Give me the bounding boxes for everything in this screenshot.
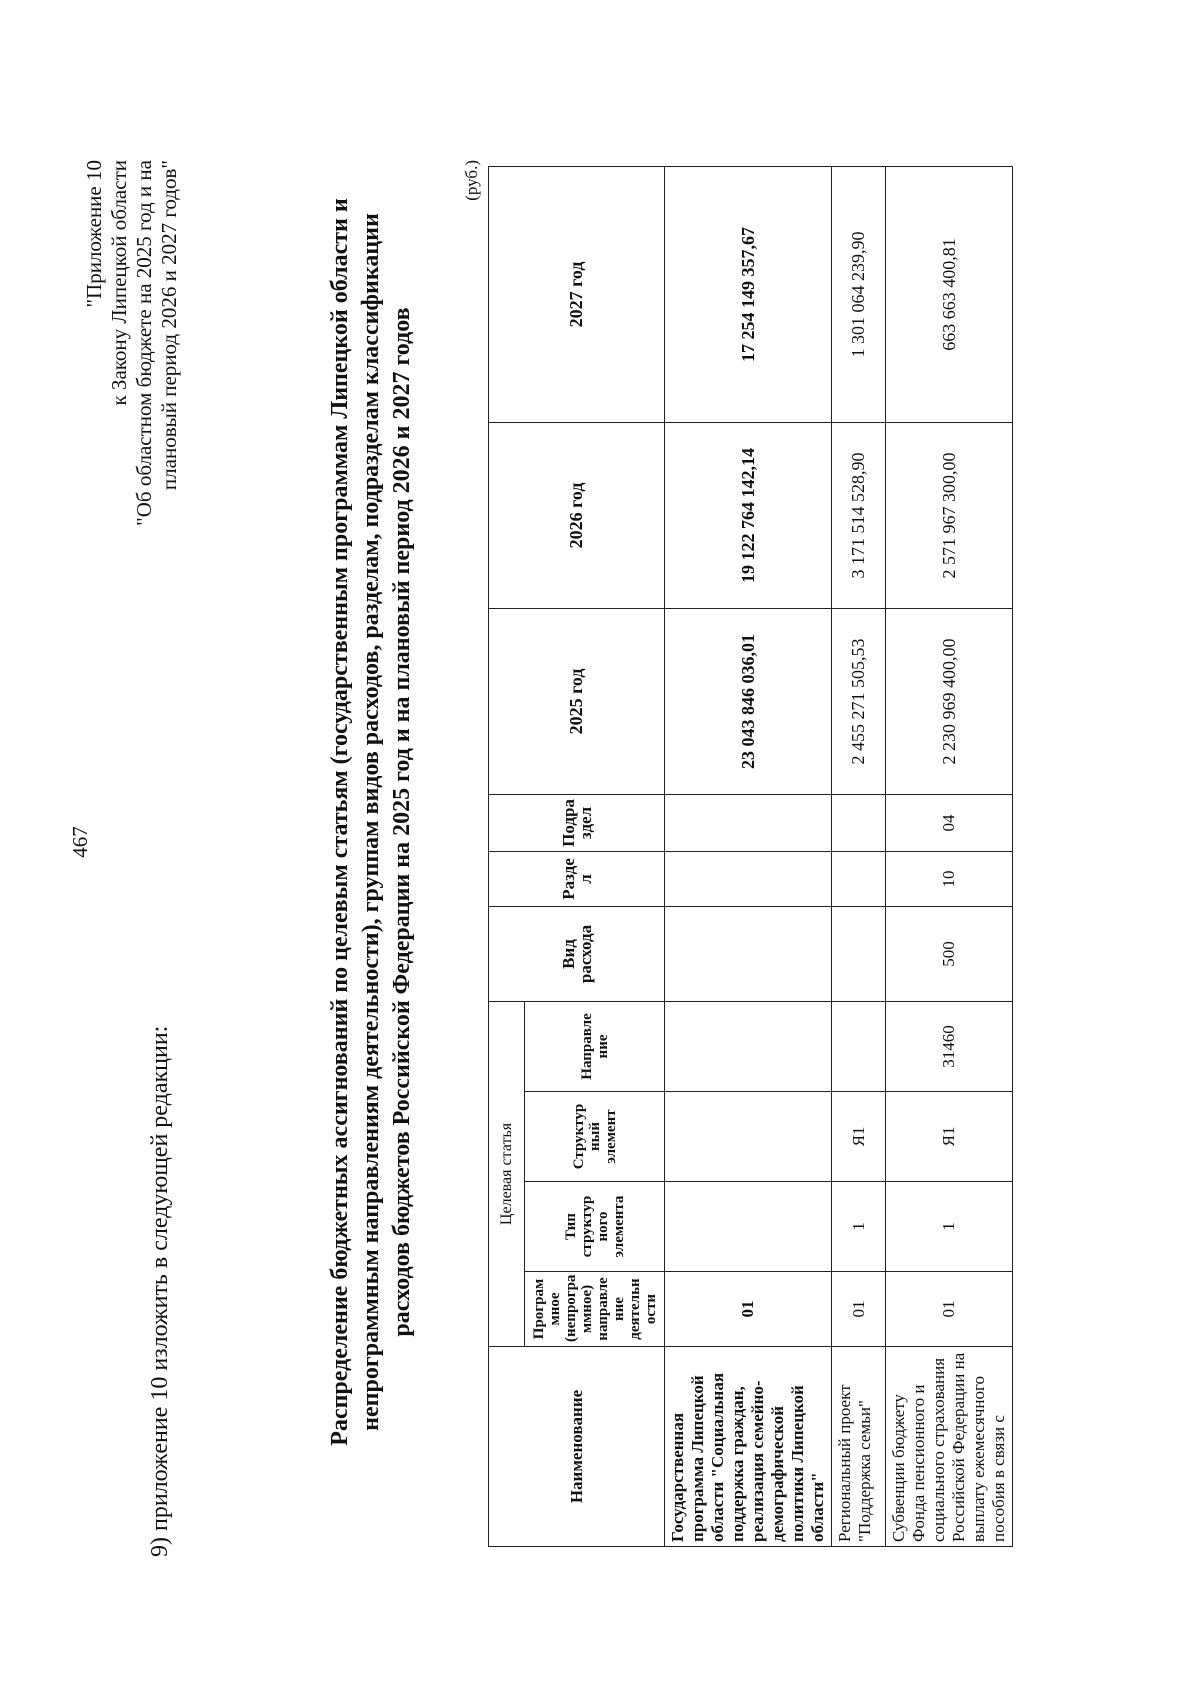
appendix-reference (82, 160, 182, 526)
currency-unit: (руб.) (462, 160, 481, 201)
table-header-row (489, 166, 525, 1546)
intro-text: 9) приложение 10 изложить в следующей редакции: (147, 1025, 173, 1557)
row-direction (665, 1001, 832, 1091)
row-2026: 19 122 764 142,14 (665, 422, 832, 608)
row-program: 01 (886, 1272, 1013, 1347)
table-row (886, 166, 1013, 1546)
row-subsection (832, 794, 886, 851)
row-program: 01 (665, 1272, 832, 1347)
row-2027: 663 663 400,81 (886, 166, 1013, 422)
row-expense-type: 500 (886, 906, 1013, 1001)
appendix-line: к Закону Липецкой области (107, 160, 131, 406)
title-line: расходов бюджетов Российской Федерации на 2025 год и на плановый период 2026 и 2027 годов (389, 307, 415, 1337)
row-expense-type (665, 906, 832, 1001)
row-section (832, 851, 886, 906)
row-name: Субвенции бюджету Фонда пенсионного и социального страхования Российской Федерации на выплату ежемесячного пособия в связи с (886, 1347, 1013, 1547)
row-expense-type (832, 906, 886, 1001)
row-2026: 2 571 967 300,00 (886, 422, 1013, 608)
header-target-article: Целевая статья (489, 1001, 525, 1346)
row-section (665, 851, 832, 906)
table-row (832, 166, 886, 1546)
header-name: Наименование (489, 1347, 665, 1547)
row-2025: 2 230 969 400,00 (886, 608, 1013, 794)
row-section: 10 (886, 851, 1013, 906)
title-line: Распределение бюджетных ассигнований по целевым статьям (государственным программам Липецкой области и (327, 198, 353, 1446)
row-subsection (665, 794, 832, 851)
header-element: Структур ный элемент (525, 1092, 665, 1182)
row-name: Региональный проект "Поддержка семьи" (832, 1347, 886, 1547)
appendix-line: "Об областном бюджете на 2025 год и на (132, 160, 156, 526)
row-element: Я1 (886, 1092, 1013, 1182)
row-2025: 2 455 271 505,53 (832, 608, 886, 794)
row-element: Я1 (832, 1092, 886, 1182)
row-type: 1 (832, 1182, 886, 1272)
header-2026: 2026 год (489, 422, 665, 608)
table-row (665, 166, 832, 1546)
row-2026: 3 171 514 528,90 (832, 422, 886, 608)
header-2025: 2025 год (489, 608, 665, 794)
appendix-line: плановый период 2026 и 2027 годов" (157, 160, 181, 491)
row-direction (832, 1001, 886, 1091)
row-element (665, 1092, 832, 1182)
row-type: 1 (886, 1182, 1013, 1272)
header-section: Разде л (489, 851, 665, 906)
row-name: Государственная программа Липецкой области "Социальная поддержка граждан, реализация семейно-демографической политики Липецкой области" (665, 1347, 832, 1547)
row-subsection: 04 (886, 794, 1013, 851)
header-2027: 2027 год (489, 166, 665, 422)
row-direction: 31460 (886, 1001, 1013, 1091)
title-line: непрограммным направлениям деятельности), группам видов расходов, разделам, подразделам классификации (358, 213, 384, 1431)
row-2027: 1 301 064 239,90 (832, 166, 886, 422)
header-direction: Направле ние (525, 1001, 665, 1091)
row-2027: 17 254 149 357,67 (665, 166, 832, 422)
row-type (665, 1182, 832, 1272)
header-program: Програм мное (непрогра ммное) направле ние деятельн ости (525, 1272, 665, 1347)
row-2025: 23 043 846 036,01 (665, 608, 832, 794)
row-program: 01 (832, 1272, 886, 1347)
appendix-line: "Приложение 10 (82, 160, 106, 308)
budget-table (488, 166, 1013, 1547)
page-number: 467 (68, 826, 92, 858)
header-expense-type: Вид расхода (489, 906, 665, 1001)
header-type: Тип структур ного элемента (525, 1182, 665, 1272)
document-title (325, 157, 418, 1487)
header-subsection: Подра здел (489, 794, 665, 851)
